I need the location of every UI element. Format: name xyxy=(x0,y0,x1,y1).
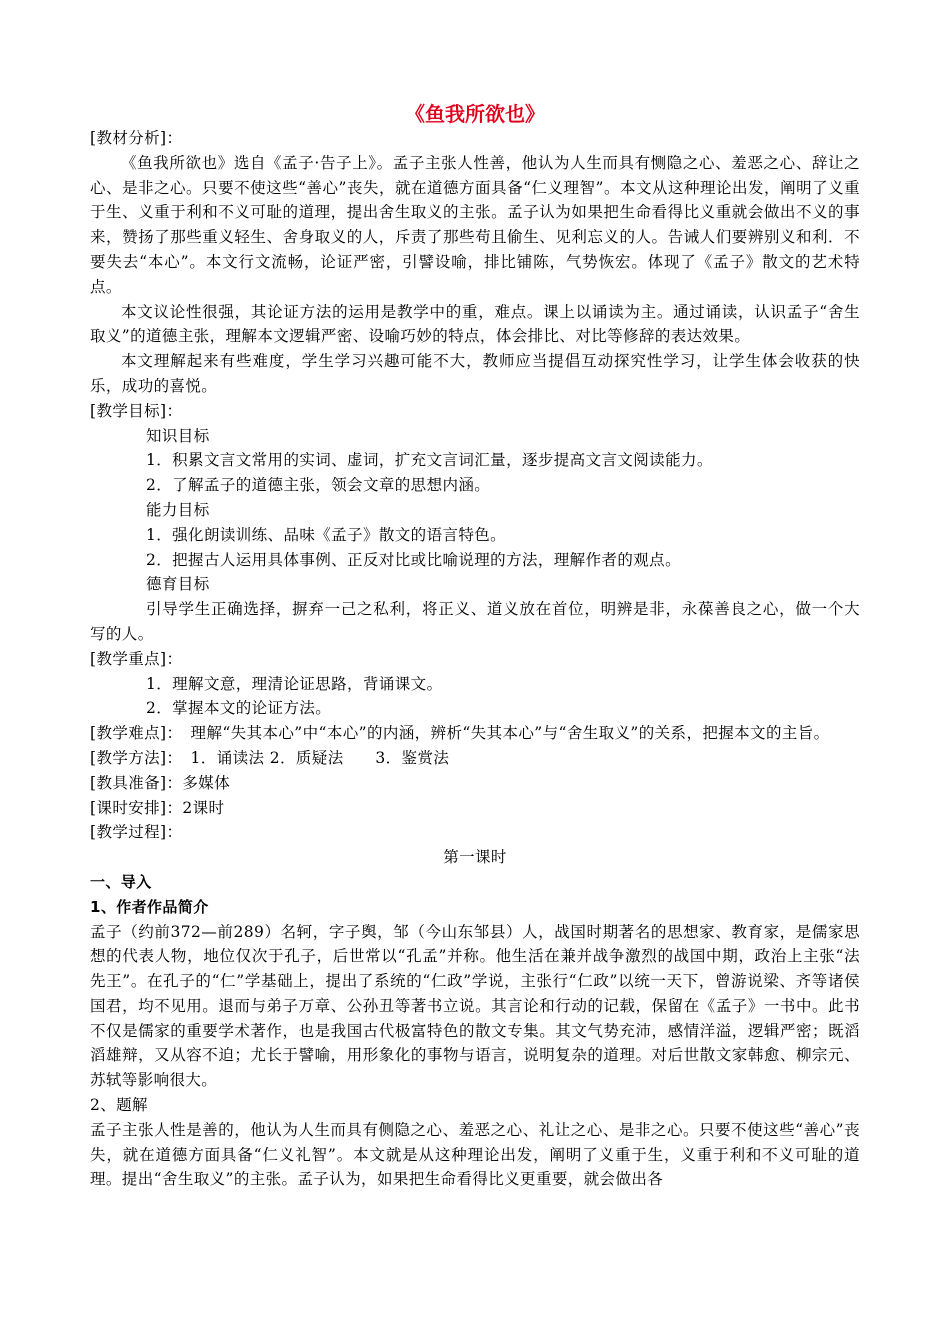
goals-label: [教学目标]： xyxy=(90,401,183,420)
analysis-paragraph-2: 本文议论性很强，其论证方法的运用是教学中的重，难点。课上以诵读为主。通过诵读，认识孟子“舍生取义”的道德主张，理解本文逻辑严密、设喻巧妙的特点，体会排比、对比等修辞的表达效果。 xyxy=(90,302,860,346)
difficulty-line: [教学难点]： 理解“失其本心”中“本心”的内涵，辨析“失其本心”与“舍生取义”的关系，把握本文的主旨。 xyxy=(90,724,830,743)
key-point-2: 2．掌握本文的论证方法。 xyxy=(146,699,332,718)
ability-goals-heading: 能力目标 xyxy=(146,500,210,519)
key-point-1: 1．理解文意，理清论证思路，背诵课文。 xyxy=(146,674,443,693)
lesson-one-heading: 第一课时 xyxy=(443,848,507,867)
analysis-paragraph-3: 本文理解起来有些难度，学生学习兴趣可能不大，教师应当提倡互动探究性学习，让学生体会收获的快乐，成功的喜悦。 xyxy=(90,352,860,395)
tools-line: [教具准备]：多媒体 xyxy=(90,773,231,792)
analysis-label: [教材分析]： xyxy=(90,129,183,147)
methods-line: [教学方法]： 1．诵读法 2．质疑法 3．鉴赏法 xyxy=(90,748,450,767)
process-label: [教学过程]： xyxy=(90,823,183,842)
key-points-label: [教学重点]： xyxy=(90,649,183,668)
document-body xyxy=(90,126,860,1192)
document-title: 《鱼我所欲也》 xyxy=(405,102,545,126)
moral-goals-heading: 德育目标 xyxy=(146,575,210,594)
knowledge-goal-2: 2．了解孟子的道德主张，领会文章的思想内涵。 xyxy=(146,476,491,495)
knowledge-goals-heading: 知识目标 xyxy=(146,426,210,445)
title-explanation-heading: 2、题解 xyxy=(90,1096,148,1115)
moral-goal-1: 引导学生正确选择，摒弃一己之私利，将正义、道义放在首位，明辨是非，永葆善良之心，做一个大写的人。 xyxy=(90,600,860,643)
author-heading: 1、作者作品简介 xyxy=(90,897,209,916)
schedule-line: [课时安排]：2课时 xyxy=(90,798,225,817)
ability-goal-2: 2．把握古人运用具体事例、正反对比或比喻说理的方法，理解作者的观点。 xyxy=(146,550,681,569)
intro-heading: 一、导入 xyxy=(90,872,152,891)
author-paragraph: 孟子（约前372—前289）名轲，字子舆，邹（今山东邹县）人，战国时期著名的思想家、教育家，是儒家思想的代表人物，地位仅次于孔子，后世常以“孔孟”并称。他生活在兼并战争激烈的战国中期，政治上主张“法先王”。在孔子的“仁”学基础上，提出了系统的“仁政”学说，主张行“仁政”以统一天下，曾游说梁、齐等诸侯国君，均不见用。退而与弟子万章、公孙丑等著书立说。其言论和行动的记载，保留在《孟子》一书中。此书不仅是儒家的重要学术著作，也是我国古代极富特色的散文专集。其文气势充沛，感情洋溢，逻辑严密；既滔滔雄辩，又从容不迫；尤长于譬喻，用形象化的事物与语言，说明复杂的道理。对后世散文家韩愈、柳宗元、苏轼等影响很大。 xyxy=(90,922,860,1090)
knowledge-goal-1: 1．积累文言文常用的实词、虚词，扩充文言词汇量，逐步提高文言文阅读能力。 xyxy=(146,451,713,470)
analysis-paragraph-1: 《鱼我所欲也》选自《孟子·告子上》。孟子主张人性善，他认为人生而具有恻隐之心、羞恶之心、辞让之心、是非之心。只要不使这些“善心”丧失，就在道德方面具备“仁义理智”。本文从这种理论出发，阐明了义重于生、义重于利和不义可耻的道理，提出舍生取义的主张。孟子认为如果把生命看得比义重就会做出不义的事来，赞扬了那些重义轻生、舍身取义的人，斥责了那些苟且偷生、见利忘义的人。告诫人们要辨别义和利．不要失去“本心”。本文行文流畅，论证严密，引譬设喻，排比铺陈，气势恢宏。体现了《孟子》散文的艺术特点。 xyxy=(90,153,860,296)
title-explanation-paragraph: 孟子主张人性是善的，他认为人生而具有侧隐之心、羞恶之心、礼让之心、是非之心。只要不使这些“善心”丧失，就在道德方面具备“仁义礼智”。本文就是从这种理论出发，阐明了义重于生，义重于利和不义可耻的道理。提出“舍生取义”的主张。孟子认为，如果把生命看得比义更重要，就会做出各 xyxy=(90,1120,860,1189)
ability-goal-1: 1．强化朗读训练、品味《孟子》散文的语言特色。 xyxy=(146,525,507,544)
